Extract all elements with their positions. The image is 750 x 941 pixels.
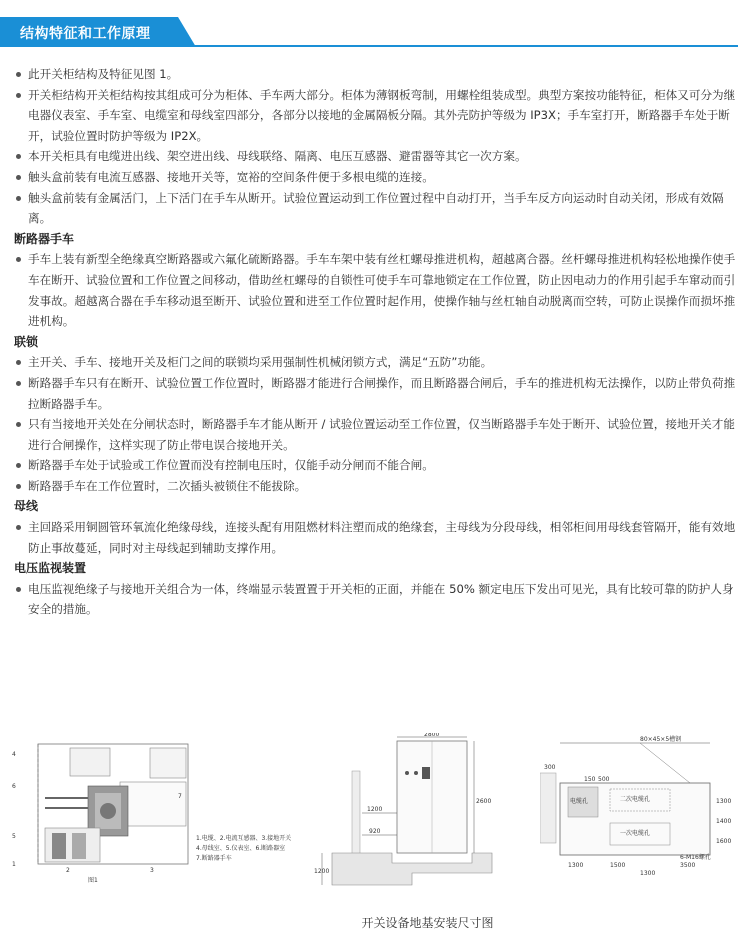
figure-3-dimension: 1300: [716, 798, 732, 805]
figure-1-legend-line-2: 4.母线室、5.仪表室、6.断路器室: [196, 845, 286, 852]
figure-1-callout: 1: [12, 861, 16, 868]
figure-2-dim-1200-left: 1200: [314, 868, 330, 875]
figure-1-cross-section: [0, 738, 300, 888]
figure-3-foundation-plan: [540, 733, 740, 888]
figure-1-legend-line-1: 1.电缆、2.电流互感器、3.接地开关: [196, 835, 292, 842]
bullet-paragraph: 只有当接地开关处在分闸状态时，断路器手车才能从断开 / 试验位置运动至工作位置，仅当断路器手车处于断开、试验位置，接地开关才能进行合闸操作，这样实现了防止带电误合接地开关。: [14, 414, 736, 455]
breaker-room: [120, 782, 186, 826]
bullet-paragraph: 断路器手车在工作位置时，二次插头被锁住不能拔除。: [14, 476, 736, 497]
figure-1-callout: 4: [12, 751, 16, 758]
bullet-paragraph: 手车上装有新型全绝缘真空断路器或六氟化硫断路器。手车车架中装有丝杠螺母推进机构，超越离合器。丝杆螺母推进机构轻松地操作使手车在断开、试验位置和工作位置之间移动，借助丝杠螺母的自锁性可使手车可靠地锁定在工作位置，防止因电动力的作用引起手车窜动而引发事故。超越离合器在手车移动退至断开、试验位置和进至工作位置时起作用，使操作轴与丝杠轴自动脱离而空转，可防止误操作而损坏推进机构。: [14, 249, 736, 331]
figure-3-dimension: 150: [584, 776, 596, 783]
figure-1-callout: 7: [178, 793, 182, 800]
bullet-paragraph: 主回路采用铜圆管环氧流化绝缘母线，连接头配有用阻燃材料注塑而成的绝缘套，主母线为分段母线，相邻柜间用母线套管隔开，能有效地防止事故蔓延，同时对主母线起到辅助支撑作用。: [14, 517, 736, 558]
figure-2-dim-1200-top: 1200: [367, 806, 383, 813]
bullet-paragraph: 触头盒前装有金属活门，上下活门在手车从断开。试验位置运动到工作位置过程中自动打开，当手车反方向运动时自动关闭，形成有效隔离。: [14, 188, 736, 229]
bullet-paragraph: 断路器手车只有在断开、试验位置工作位置时，断路器才能进行合闸操作，而且断路器合闸后，手车的推进机构无法操作，以防止带负荷推拉断路器手车。: [14, 373, 736, 414]
bullet-paragraph: 开关柜结构开关柜结构按其组成可分为柜体、手车两大部分。柜体为薄钢板弯制，用螺栓组装成型。典型方案按功能特征，柜体又可分为继电器仪表室、手车室、电缆室和母线室四部分，各部分以接地的金属隔板分隔。其外壳防护等级为 IP3X；手车室打开，断路器手车处于断开，试验位置时防护等级为 IP2X。: [14, 85, 736, 147]
figure-3-dimension: 1600: [716, 838, 732, 845]
figure-3-dimension: 1400: [716, 818, 732, 825]
header-underline: [0, 45, 738, 47]
figure-3-dimension: 80×45×5槽钢: [640, 736, 682, 743]
figure-3-dimension: 500: [598, 776, 610, 783]
figure-2-dim-920: 920: [369, 828, 381, 835]
figure-1-callout: 5: [12, 833, 16, 840]
figure-3-dimension: 1300: [568, 862, 584, 869]
section-heading: 联锁: [14, 334, 39, 349]
installation-drawing-caption: 开关设备地基安装尺寸图: [361, 916, 494, 930]
figure-3-label: 一次电缆孔: [620, 830, 651, 837]
figure-1-callout: 3: [150, 867, 154, 874]
document-body: [14, 64, 736, 620]
section-header: [0, 17, 750, 47]
figure-3-label: 6-M16螺孔: [680, 854, 711, 861]
bullet-paragraph: 电压监视绝缘子与接地开关组合为一体，终端显示装置置于开关柜的正面，并能在 50% 额定电压下发出可见光，具有比较可靠的防护人身安全的措施。: [14, 579, 736, 620]
figure-1-legend-line-3: 7.断路器手车: [196, 855, 232, 862]
figures-row: [0, 728, 750, 941]
bullet-paragraph: 主开关、手车、接地开关及柜门之间的联锁均采用强制性机械闭锁方式，满足“五防”功能。: [14, 352, 736, 373]
figure-2-dim-width: 2800: [424, 733, 440, 738]
figure-3-dimension: 1500: [610, 862, 626, 869]
section-heading: 断路器手车: [14, 231, 75, 246]
figure-1-caption: 图1: [88, 877, 98, 884]
figure-3-label: 电缆孔: [570, 798, 589, 805]
bullet-paragraph: 断路器手车处于试验或工作位置而没有控制电压时，仅能手动分闸而不能合闸。: [14, 455, 736, 476]
figure-3-label: 二次电缆孔: [620, 796, 651, 803]
bullet-paragraph: 本开关柜具有电缆进出线、架空进出线、母线联络、隔离、电压互感器、避雷器等其它一次方案。: [14, 146, 736, 167]
figure-1-callout: 6: [12, 783, 16, 790]
figure-3-dimension: 3500: [680, 862, 696, 869]
bullet-paragraph: 触头盒前装有电流互感器、接地开关等，宽裕的空间条件便于多根电缆的连接。: [14, 167, 736, 188]
figure-2-dim-height: 2600: [476, 798, 492, 805]
figure-2-installation: [312, 733, 512, 888]
page-title: 结构特征和工作原理: [20, 26, 151, 42]
figure-1-callout: 2: [66, 867, 70, 874]
section-heading: 母线: [14, 499, 39, 514]
figure-3-dimension: 300: [544, 764, 556, 771]
figure-3-dimension: 1300: [640, 870, 656, 877]
instrument-room: [150, 748, 186, 778]
busbar-room: [70, 748, 110, 776]
section-heading: 电压监视装置: [14, 561, 87, 576]
bullet-paragraph: 此开关柜结构及特征见图 1。: [14, 64, 736, 85]
